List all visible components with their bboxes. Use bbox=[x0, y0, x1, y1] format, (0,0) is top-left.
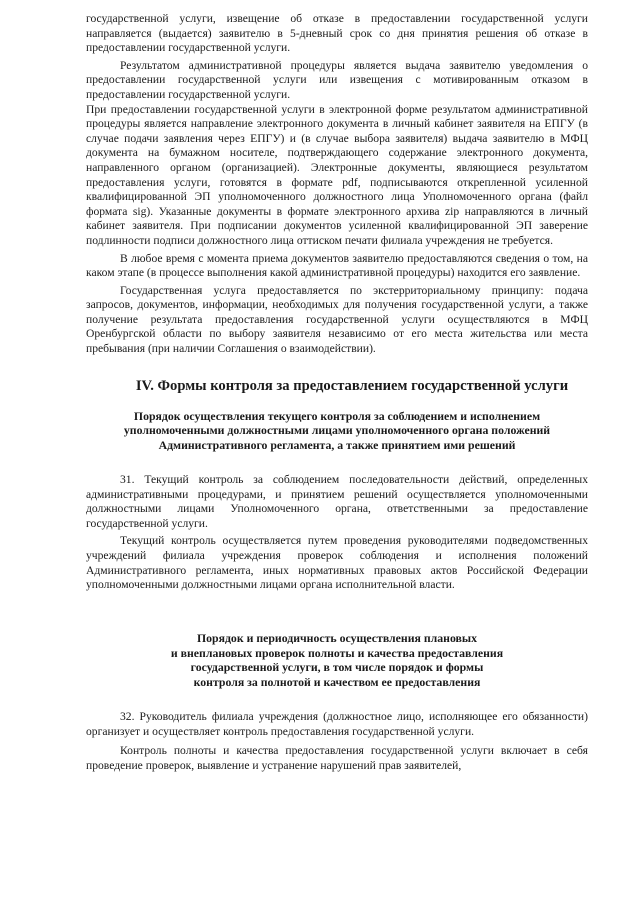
subheading-line: государственной услуги, в том числе порядок и формы bbox=[190, 660, 484, 675]
subheading-line: Порядок и периодичность осуществления плановых bbox=[196, 630, 478, 645]
paragraph-31: 31. Текущий контроль за соблюдением последовательности действий, определенных административными процедурами, и принятием решений осуществляется уполномоченными должностными лицами Уполномоченного органа, ответственными за предоставление государственной услуги. bbox=[86, 473, 588, 530]
subheading-current-control bbox=[86, 409, 588, 453]
paragraph-procedure-result: Результатом административной процедуры является выдача заявителю уведомления о предоставлении государственной услуги или извещения с мотивированным отказом в предоставлении государственной услуги. bbox=[86, 58, 588, 101]
paragraph-electronic-result: При предоставлении государственной услуги в электронной форме результатом административной процедуры является направление электронного документа в личный кабинет заявителя на ЕПГУ (в случае подачи заявления через ЕПГУ) и (в случае выбора заявителя) выдача заявителю в МФЦ документа на бумажном носителе, подтверждающего содержание электронного документа, направленного органом (организацией). Электронные документы, являющиеся результатом предоставления услуги, готовятся в формате pdf, подписываются открепленной усиленной квалифицированной ЭП уполномоченного должностного лица Уполномоченного органа (файл формата sig). Указанные документы в формате электронного архива zip направляются в личный кабинет заявителя. При подписании документов усиленной квалифицированной ЭП заверение подлинности подписи должностного лица оттиском печати филиала учреждения не требуется. bbox=[86, 102, 588, 247]
subheading-line: Административного регламента, а также принятием ими решений bbox=[158, 438, 516, 453]
paragraph-current-control: Текущий контроль осуществляется путем проведения руководителями подведомственных учреждений филиала учреждения проверок соблюдения и исполнения положений Административного регламента, иных нормативных правовых актов Российской Федерации уполномоченными должностными лицами органа исполнительной власти. bbox=[86, 534, 588, 592]
subheading-line: контроля за полнотой и качеством ее предоставления bbox=[193, 675, 481, 690]
subheading-inspections bbox=[86, 631, 588, 690]
paragraph-status-info: В любое время с момента приема документов заявителю предоставляются сведения о том, на каком этапе (в процессе выполнения какой административной процедуры) находится его заявление. bbox=[86, 251, 588, 280]
subheading-line: и внеплановых проверок полноты и качества предоставления bbox=[170, 645, 504, 660]
subheading-line: уполномоченными должностными лицами уполномоченного органа положений bbox=[123, 423, 551, 438]
paragraph-refusal-notice: государственной услуги, извещение об отказе в предоставлении государственной услуги направляется (выдается) заявителю в 5-дневный срок со дня принятия решения об отказе в предоставлении государственной услуги. bbox=[86, 12, 588, 55]
paragraph-quality-control: Контроль полноты и качества предоставления государственной услуги включает в себя проведение проверок, выявление и устранение нарушений прав заявителей, bbox=[86, 744, 588, 772]
subheading-line: Порядок осуществления текущего контроля за соблюдением и исполнением bbox=[133, 408, 541, 423]
document-page bbox=[86, 12, 588, 773]
paragraph-extraterritorial: Государственная услуга предоставляется по экстерриториальному принципу: подача запросов, документов, информации, необходимых для получения государственной услуги, а также получение результата предоставления государственной услуги осуществляются в МФЦ Оренбургской области по выбору заявителя независимо от его места жительства или места пребывания (при наличии Соглашения о взаимодействии). bbox=[86, 283, 588, 356]
paragraph-32: 32. Руководитель филиала учреждения (должностное лицо, исполняющее его обязанности) организует и осуществляет контроль предоставления государственной услуги. bbox=[86, 709, 588, 738]
section-title: IV. Формы контроля за предоставлением государственной услуги bbox=[135, 377, 569, 394]
